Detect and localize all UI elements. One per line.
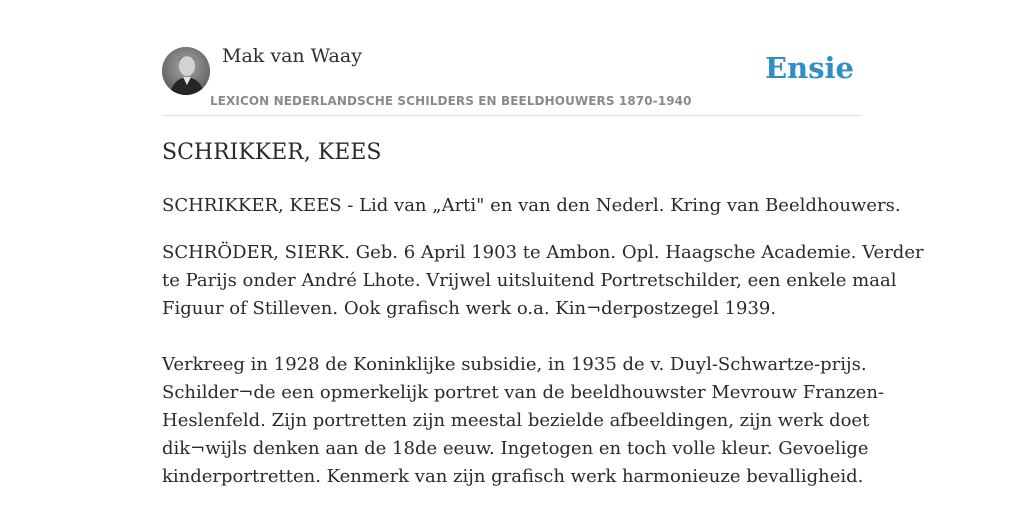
header-divider xyxy=(162,115,862,116)
article-title: SCHRIKKER, KEES xyxy=(162,140,382,165)
paragraph-line: Schilder¬de een opmerkelijk portret van de beeldhouwster Mevrouw Franzen- xyxy=(162,382,885,403)
brand-logo[interactable]: Ensie xyxy=(765,51,854,85)
article-paragraph xyxy=(162,239,924,323)
paragraph-line: Heslenfeld. Zijn portretten zijn meestal bezielde afbeeldingen, zijn werk doet xyxy=(162,410,870,431)
author-portrait-icon xyxy=(162,47,210,95)
paragraph-line: SCHRÖDER, SIERK. Geb. 6 April 1903 te Ambon. Opl. Haagsche Academie. Verder xyxy=(162,242,924,263)
article-paragraph xyxy=(162,351,885,491)
paragraph-line: kinderportretten. Kenmerk van zijn grafisch werk harmonieuze bevalligheid. xyxy=(162,466,864,487)
source-title[interactable]: LEXICON NEDERLANDSCHE SCHILDERS EN BEELDHOUWERS 1870-1940 xyxy=(210,94,692,108)
paragraph-line: Figuur of Stilleven. Ook grafisch werk o.a. Kin¬derpostzegel 1939. xyxy=(162,298,777,319)
paragraph-line: Verkreeg in 1928 de Koninklijke subsidie, in 1935 de v. Duyl-Schwartze-prijs. xyxy=(162,354,867,375)
paragraph-line: dik¬wijls denken aan de 18de eeuw. Ingetogen en toch volle kleur. Gevoelige xyxy=(162,438,869,459)
article-paragraph xyxy=(162,192,901,220)
paragraph-line: te Parijs onder André Lhote. Vrijwel uitsluitend Portretschilder, een enkele maal xyxy=(162,270,897,291)
author-avatar[interactable] xyxy=(162,47,210,95)
paragraph-line: SCHRIKKER, KEES - Lid van „Arti" en van den Nederl. Kring van Beeldhouwers. xyxy=(162,195,901,216)
author-name[interactable]: Mak van Waay xyxy=(222,45,362,67)
